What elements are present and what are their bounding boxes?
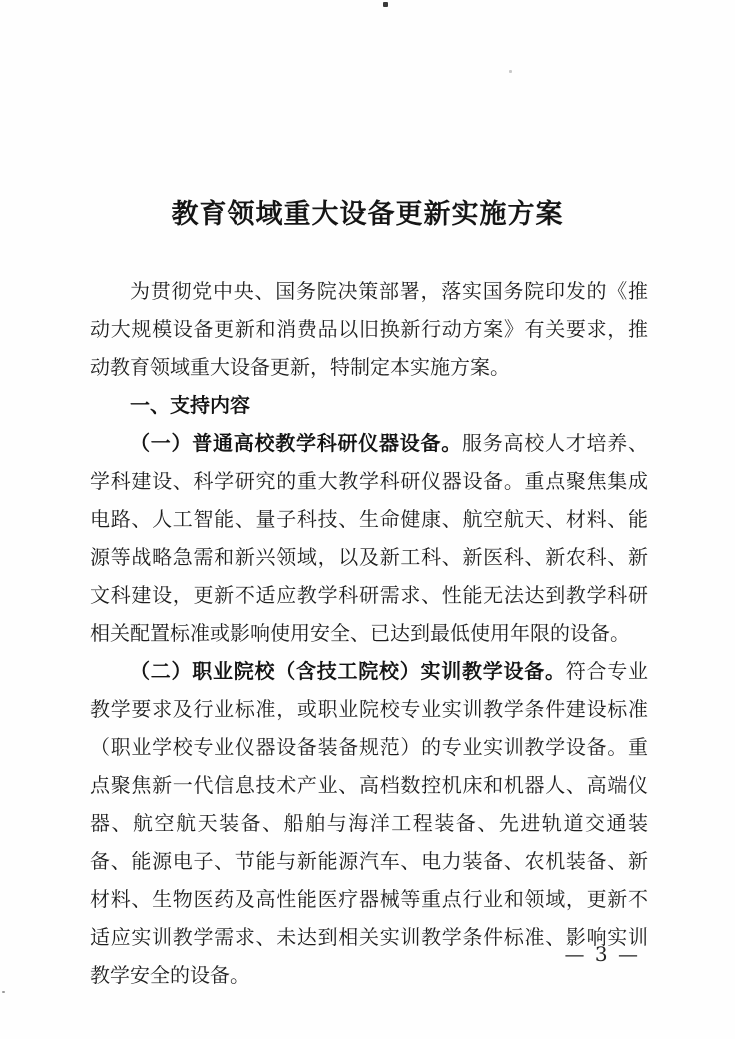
item-2-lead: （二）职业院校（含技工院校）实训教学设备。 — [130, 659, 566, 683]
item-1-text: 服务高校人才培养、学科建设、科学研究的重大教学科研仪器设备。重点聚焦集成电路、人工智能、量子科技、生命健康、航空航天、材料、能源等战略急需和新兴领域，以及新工科、新医科、新农科、新文科建设，更新不适应教学科研需求、性能无法达到教学科研相关配置标准或影响使用安全、已达到最低使用年限的设备。 — [90, 431, 648, 645]
document-title: 教育领域重大设备更新实施方案 — [171, 199, 564, 230]
item-1-paragraph — [90, 424, 648, 652]
intro-paragraph: 为贯彻党中央、国务院决策部署，落实国务院印发的《推动大规模设备更新和消费品以旧换新行动方案》有关要求，推动教育领域重大设备更新，特制定本实施方案。 — [90, 279, 648, 379]
item-2-text: 符合专业教学要求及行业标准，或职业院校专业实训教学条件建设标准（职业学校专业仪器设备装备规范）的专业实训教学设备。重点聚焦新一代信息技术产业、高档数控机床和机器人、高端仪器、航空航天装备、船舶与海洋工程装备、先进轨道交通装备、能源电子、节能与新能源汽车、电力装备、农机装备、新材料、生物医药及高性能医疗器械等重点行业和领域，更新不适应实训教学需求、未达到相关实训教学条件标准、影响实训教学安全的设备。 — [90, 659, 648, 987]
page-number: — 3 — — [564, 942, 640, 966]
scan-artifact-dot — [383, 2, 388, 7]
scan-artifact-dot — [509, 70, 512, 73]
scan-artifact-dot — [2, 991, 5, 993]
item-1-lead: （一）普通高校教学科研仪器设备。 — [130, 431, 462, 455]
document-body — [90, 272, 648, 994]
section-heading-support-content: 一、支持内容 — [130, 393, 250, 417]
